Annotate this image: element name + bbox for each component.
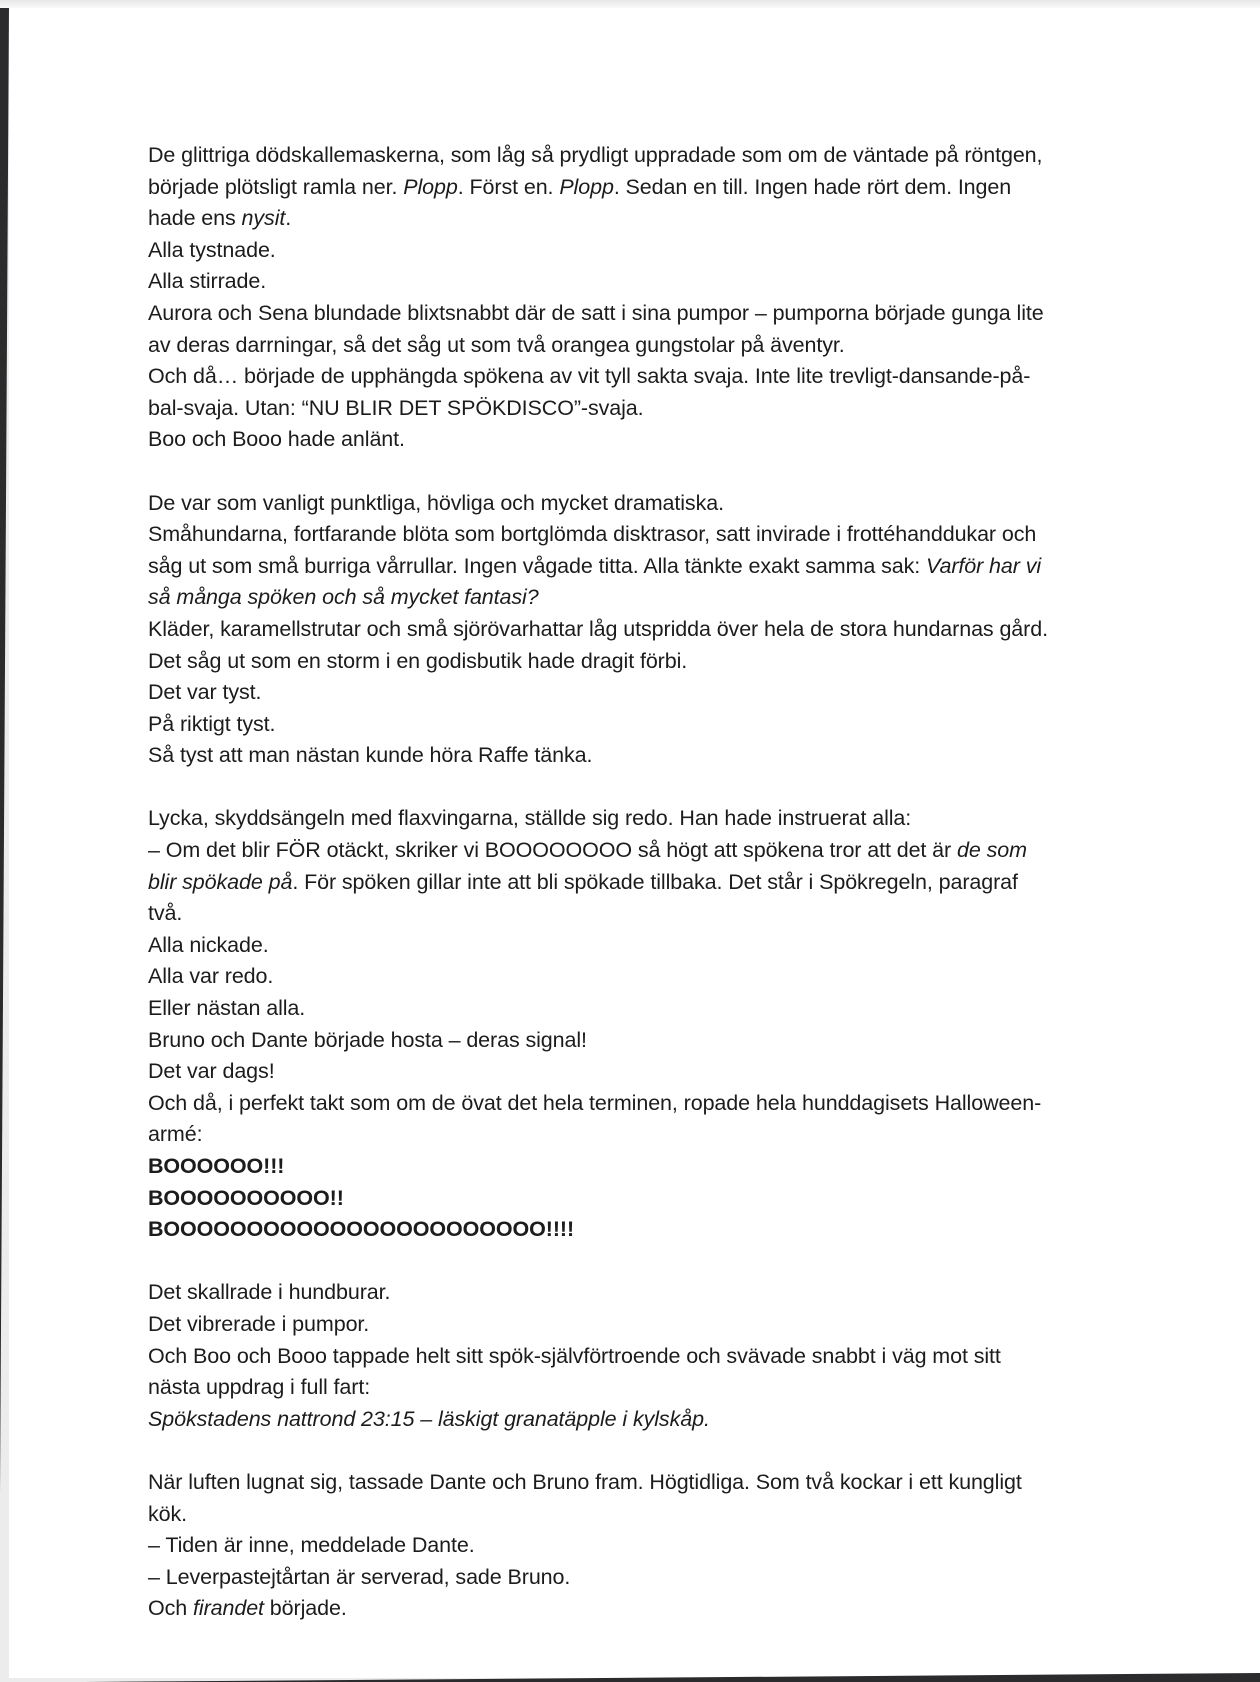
- text-run: BOOOOOOOOOOOOOOOOOOOOOOO!!!!: [148, 1217, 575, 1242]
- paragraph: [148, 930, 1054, 962]
- text-run: På riktigt tyst.: [148, 711, 276, 736]
- paragraph: [148, 519, 1054, 614]
- text-run: de som blir spökade på: [148, 838, 1027, 894]
- paragraph: [148, 614, 1054, 677]
- paragraph: [148, 709, 1054, 741]
- paragraph: [148, 1593, 1054, 1625]
- text-run: Alla var redo.: [148, 964, 274, 989]
- text-run: Varför har vi så många spöken och så mycket fantasi?: [148, 553, 1042, 610]
- viewport-top-edge: [0, 0, 1260, 8]
- paragraph: [148, 298, 1054, 361]
- paragraph: [148, 677, 1054, 709]
- text-run: BOOOOOO!!!: [148, 1154, 285, 1178]
- text-run: När luften lugnat sig, tassade Dante och Bruno fram. Högtidliga. Som två kockar i ett kungligt kök.: [148, 1469, 1022, 1526]
- text-run: Plopp: [403, 174, 458, 199]
- blank-line: [148, 772, 1054, 804]
- paragraph: [148, 1151, 1054, 1183]
- paragraph: [148, 803, 1054, 835]
- paragraph: [148, 1214, 1054, 1246]
- text-run: Eller nästan alla.: [148, 996, 306, 1021]
- paragraph: [148, 1088, 1054, 1151]
- paragraph: [148, 140, 1054, 235]
- text-run: De var som vanligt punktliga, hövliga och mycket dramatiska.: [148, 490, 724, 515]
- paragraph: [148, 835, 1054, 930]
- text-run: Alla stirrade.: [148, 269, 267, 294]
- text-run: . Först en.: [457, 174, 560, 199]
- text-run: .: [285, 206, 292, 231]
- paragraph: [148, 266, 1054, 298]
- text-run: började.: [263, 1596, 347, 1621]
- text-run: Och då, i perfekt takt som om de övat det hela terminen, ropade hela hunddagisets Halloween-armé:: [148, 1090, 1042, 1147]
- text-run: BOOOOOOOOOO!!: [148, 1185, 344, 1210]
- text-run: Bruno och Dante började hosta – deras signal!: [148, 1027, 587, 1052]
- blank-line: [148, 1246, 1054, 1278]
- document-body: [148, 140, 1054, 1625]
- text-run: Och: [148, 1596, 194, 1621]
- text-run: – Leverpastejtårtan är serverad, sade Bruno.: [148, 1564, 571, 1589]
- paragraph: [148, 1562, 1054, 1594]
- text-run: Alla nickade.: [148, 932, 269, 957]
- paragraph: [148, 235, 1054, 267]
- text-run: Det var tyst.: [148, 680, 262, 705]
- text-run: Och Boo och Booo tappade helt sitt spök-självförtroende och svävade snabbt i väg mot sitt nästa uppdrag i full fart:: [148, 1343, 1001, 1400]
- text-run: . Sedan en till. Ingen hade rört dem. Ingen hade ens: [148, 174, 1012, 231]
- paragraph: [148, 1277, 1054, 1309]
- text-run: Småhundarna, fortfarande blöta som bortglömda disktrasor, satt invirade i frottéhanddukar och såg ut som små burriga vårrullar. Ingen vågade titta. Alla tänkte exakt samma sak:: [148, 522, 1037, 578]
- paragraph: [148, 961, 1054, 993]
- paragraph: [148, 1404, 1054, 1436]
- blank-line: [148, 456, 1054, 488]
- text-run: Lycka, skyddsängeln med flaxvingarna, ställde sig redo. Han hade instruerat alla:: [148, 806, 912, 831]
- text-run: Plopp: [559, 174, 614, 199]
- text-run: De glittriga dödskallemaskerna, som låg så prydligt uppradade som om de väntade på röntgen, började plötsligt ramla ner.: [148, 143, 1043, 199]
- text-run: Det var dags!: [148, 1059, 275, 1084]
- text-run: – Om det blir FÖR otäckt, skriker vi BOOOOOOOO så högt att spökena tror att det är: [148, 838, 957, 863]
- text-run: Så tyst att man nästan kunde höra Raffe tänka.: [148, 743, 593, 768]
- paragraph: [148, 1341, 1054, 1404]
- text-run: Spökstadens nattrond 23:15 – läskigt granatäpple i kylskåp.: [148, 1406, 710, 1431]
- text-run: . För spöken gillar inte att bli spökade tillbaka. Det står i Spökregeln, paragraf två.: [148, 869, 1018, 926]
- paragraph: [148, 1183, 1054, 1215]
- blank-line: [148, 1435, 1054, 1467]
- text-run: Det skallrade i hundburar.: [148, 1280, 391, 1305]
- paragraph: [148, 361, 1054, 424]
- text-run: Alla tystnade.: [148, 237, 276, 262]
- text-run: Kläder, karamellstrutar och små sjörövarhattar låg utspridda över hela de stora hundarnas gård. Det såg ut som en storm i en godisbutik hade dragit förbi.: [148, 616, 1048, 673]
- text-run: nysit: [241, 206, 286, 231]
- paragraph: [148, 1467, 1054, 1530]
- text-run: – Tiden är inne, meddelade Dante.: [148, 1533, 475, 1558]
- paragraph: [148, 1056, 1054, 1088]
- paragraph: [148, 1025, 1054, 1057]
- text-run: Det vibrerade i pumpor.: [148, 1311, 370, 1336]
- text-run: Och då… började de upphängda spökena av vit tyll sakta svaja. Inte lite trevligt-dansande-på-bal-svaja. Utan: “NU BLIR DET SPÖKDISCO”-svaja.: [148, 364, 1031, 420]
- text-run: Aurora och Sena blundade blixtsnabbt där de satt i sina pumpor – pumporna började gunga lite av deras darrningar, så det såg ut som två orangea gungstolar på äventyr.: [148, 300, 1044, 357]
- paragraph: [148, 993, 1054, 1025]
- text-run: firandet: [193, 1596, 264, 1621]
- paragraph: [148, 1530, 1054, 1562]
- paragraph: [148, 740, 1054, 772]
- text-run: Boo och Booo hade anlänt.: [148, 427, 405, 452]
- paragraph: [148, 488, 1054, 520]
- paragraph: [148, 424, 1054, 456]
- paragraph: [148, 1309, 1054, 1341]
